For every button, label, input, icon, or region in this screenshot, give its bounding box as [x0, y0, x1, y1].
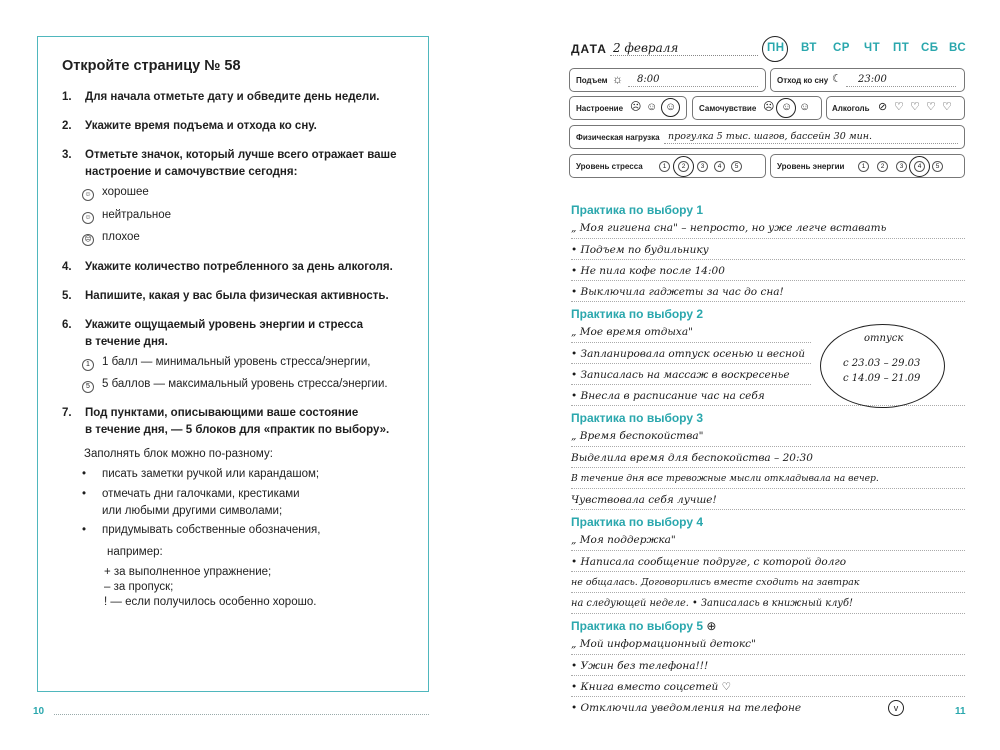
- date-label: ДАТА: [571, 42, 607, 56]
- practice-2-line-2: • Запланировала отпуск осенью и весной: [571, 348, 805, 360]
- ruled-line: [571, 405, 965, 406]
- day-sat: СБ: [921, 42, 939, 54]
- scale-max: 5 5 баллов — максимальный уровень стресса/энергии.: [82, 376, 388, 393]
- practice-1-line-1: „ Моя гигиена сна" – непросто, но уже легче вставать: [571, 222, 887, 234]
- sleep-value: 23:00: [858, 74, 887, 85]
- ruled-line: [571, 675, 965, 676]
- neutral-face-icon: ☺: [781, 101, 793, 113]
- date-value: 2 февраля: [613, 41, 679, 55]
- scale-3: 3: [896, 161, 907, 172]
- ruled-line: [571, 301, 965, 302]
- practice-5-title: Практика по выбору 5 ⊕: [571, 619, 717, 633]
- example-plus: + за выполненное упражнение;: [104, 566, 272, 578]
- step-1: 1. Для начала отметьте дату и обведите день недели.: [62, 91, 380, 103]
- mood-neutral: ☺ нейтральное: [82, 207, 171, 224]
- list-item: • писать заметки ручкой или карандашом;: [82, 468, 320, 480]
- ruled-line: [571, 384, 811, 385]
- practice-3-line-2: Выделила время для беспокойства – 20:30: [571, 452, 813, 464]
- practice-3-line-4: Чувствовала себя лучше!: [571, 494, 717, 506]
- activity-label: Физическая нагрузка: [576, 133, 660, 142]
- page-number-right: 11: [955, 706, 966, 717]
- energy-selection-circle: [909, 156, 930, 177]
- energy-label: Уровень энергии: [777, 162, 845, 171]
- stress-selection-circle: [673, 156, 694, 177]
- smile-icon: ☺: [82, 189, 94, 201]
- scale-5: 5: [731, 161, 742, 172]
- step-5: 5. Напишите, какая у вас была физическая активность.: [62, 290, 389, 302]
- day-sun: ВС: [949, 42, 967, 54]
- ruled-line: [571, 259, 965, 260]
- sad-face-icon: ☹: [630, 101, 642, 113]
- practice-3-line-3: В течение дня все тревожные мысли откладывала на вечер.: [571, 473, 879, 484]
- example-minus: – за пропуск;: [104, 581, 174, 593]
- page-title: Откройте страницу № 58: [62, 58, 241, 74]
- date-line: [610, 55, 758, 56]
- step-3: 3. Отметьте значок, который лучше всего отражает ваше настроение и самочувствие сегодня:: [62, 149, 397, 178]
- practice-5-line-3: • Книга вместо соцсетей ♡: [571, 681, 732, 693]
- practice-1-line-4: • Выключила гаджеты за час до сна!: [571, 286, 784, 298]
- day-tue: ВТ: [801, 42, 817, 54]
- wellbeing-label: Самочувствие: [699, 104, 757, 113]
- fill-intro: Заполнять блок можно по-разному:: [84, 448, 273, 460]
- number-one-icon: 1: [82, 359, 94, 371]
- scale-2: 2: [678, 161, 689, 172]
- scale-min: 1 1 балл — минимальный уровень стресса/энергии,: [82, 354, 370, 371]
- ruled-line: [571, 363, 811, 364]
- smile-icon: ☺: [799, 101, 811, 113]
- scale-1: 1: [659, 161, 670, 172]
- glass-icon: ♡: [894, 101, 904, 113]
- practice-5-line-1: „ Мой информационный детокс": [571, 638, 756, 650]
- ruled-line: [571, 238, 965, 239]
- example-label: например:: [107, 546, 163, 558]
- neutral-face-icon: ☺: [646, 101, 658, 113]
- plus-circle-icon: ⊕: [706, 619, 717, 633]
- glass-icon: ♡: [942, 101, 952, 113]
- ruled-line: [571, 280, 965, 281]
- ruled-line: [571, 696, 965, 697]
- ruled-line: [571, 550, 965, 551]
- list-item: • придумывать собственные обозначения,: [82, 524, 321, 536]
- day-thu: ЧТ: [864, 42, 881, 54]
- check-circle-icon: v: [888, 700, 904, 716]
- sleep-line: [846, 86, 956, 87]
- scale-5: 5: [932, 161, 943, 172]
- ruled-line: [571, 571, 965, 572]
- day-mon: ПН: [767, 42, 785, 54]
- ruled-line: [571, 592, 965, 593]
- practice-2-title: Практика по выбору 2: [571, 307, 704, 321]
- practice-5-line-4: • Отключила уведомления на телефоне: [571, 702, 802, 714]
- step-6: 6. Укажите ощущаемый уровень энергии и стресса в течение дня.: [62, 319, 364, 348]
- practice-1-line-2: • Подъем по будильнику: [571, 244, 709, 256]
- practice-4-line-1: „ Моя поддержка": [571, 534, 676, 546]
- sad-face-icon: ☹: [763, 101, 775, 113]
- ruled-line: [571, 613, 965, 614]
- practice-4-line-2: • Написала сообщение подруге, с которой долго: [571, 556, 847, 568]
- sun-icon: ☼: [612, 72, 623, 86]
- sad-face-icon: ☹: [82, 234, 94, 246]
- activity-value: прогулка 5 тыс. шагов, бассейн 30 мин.: [668, 131, 873, 142]
- ruled-line: [571, 488, 965, 489]
- scale-3: 3: [697, 161, 708, 172]
- none-crossed-icon: ⊘: [878, 101, 888, 113]
- wake-value: 8:00: [637, 74, 660, 85]
- step-2: 2. Укажите время подъема и отхода ко сну.: [62, 120, 317, 132]
- wake-line: [628, 86, 758, 87]
- glass-icon: ♡: [910, 101, 920, 113]
- activity-line: [664, 143, 958, 144]
- neutral-face-icon: ☺: [82, 212, 94, 224]
- practice-1-line-3: • Не пила кофе после 14:00: [571, 265, 725, 277]
- list-item: • отмечать дни галочками, крестиками или любыми другими символами;: [82, 488, 300, 517]
- moon-icon: ☾: [832, 73, 842, 85]
- stress-label: Уровень стресса: [576, 162, 643, 171]
- practice-2-line-3: • Записалась на массаж в воскресенье: [571, 369, 790, 381]
- scale-4: 4: [714, 161, 725, 172]
- practice-1-title: Практика по выбору 1: [571, 203, 704, 217]
- day-wed: СР: [833, 42, 850, 54]
- practice-2-line-4: • Внесла в расписание час на себя: [571, 390, 765, 402]
- vacation-title: отпуск: [864, 333, 904, 344]
- wellbeing-selection-circle: [776, 98, 796, 118]
- mood-bad: ☹ плохое: [82, 229, 140, 246]
- mood-selection-circle: [661, 98, 680, 117]
- practice-5-line-2: • Ужин без телефона!!!: [571, 660, 709, 672]
- glass-icon: ♡: [926, 101, 936, 113]
- page-number-left: 10: [33, 706, 45, 717]
- practice-4-line-3: не общалась. Договорились вместе сходить на завтрак: [571, 577, 860, 588]
- practice-3-title: Практика по выбору 3: [571, 411, 704, 425]
- number-five-icon: 5: [82, 381, 94, 393]
- practice-4-title: Практика по выбору 4: [571, 515, 704, 529]
- wake-label: Подъем: [576, 76, 608, 85]
- vacation-date-1: с 23.03 – 29.03: [843, 358, 921, 369]
- step-4: 4. Укажите количество потребленного за день алкоголя.: [62, 261, 393, 273]
- scale-2: 2: [877, 161, 888, 172]
- example-exclaim: ! — если получилось особенно хорошо.: [104, 596, 317, 608]
- day-fri: ПТ: [893, 42, 910, 54]
- footer-divider: [54, 714, 429, 715]
- step-7: 7. Под пунктами, описывающими ваше состояние в течение дня, — 5 блоков для «практик по выбору».: [62, 407, 390, 436]
- sleep-label: Отход ко сну: [777, 76, 829, 85]
- alcohol-label: Алкоголь: [832, 104, 870, 113]
- scale-4: 4: [914, 161, 925, 172]
- ruled-line: [571, 467, 965, 468]
- scale-1: 1: [858, 161, 869, 172]
- smile-icon: ☺: [665, 101, 677, 113]
- ruled-line: [571, 342, 811, 343]
- practice-3-line-1: „ Время беспокойства": [571, 430, 704, 442]
- mood-good: ☺ хорошее: [82, 184, 149, 201]
- vacation-date-2: с 14.09 – 21.09: [843, 373, 921, 384]
- ruled-line: [571, 654, 965, 655]
- mood-label: Настроение: [576, 104, 624, 113]
- ruled-line: [571, 446, 965, 447]
- practice-4-line-4: на следующей неделе. • Записалась в книжный клуб!: [571, 598, 853, 609]
- practice-2-line-1: „ Мое время отдыха": [571, 326, 693, 338]
- ruled-line: [571, 509, 965, 510]
